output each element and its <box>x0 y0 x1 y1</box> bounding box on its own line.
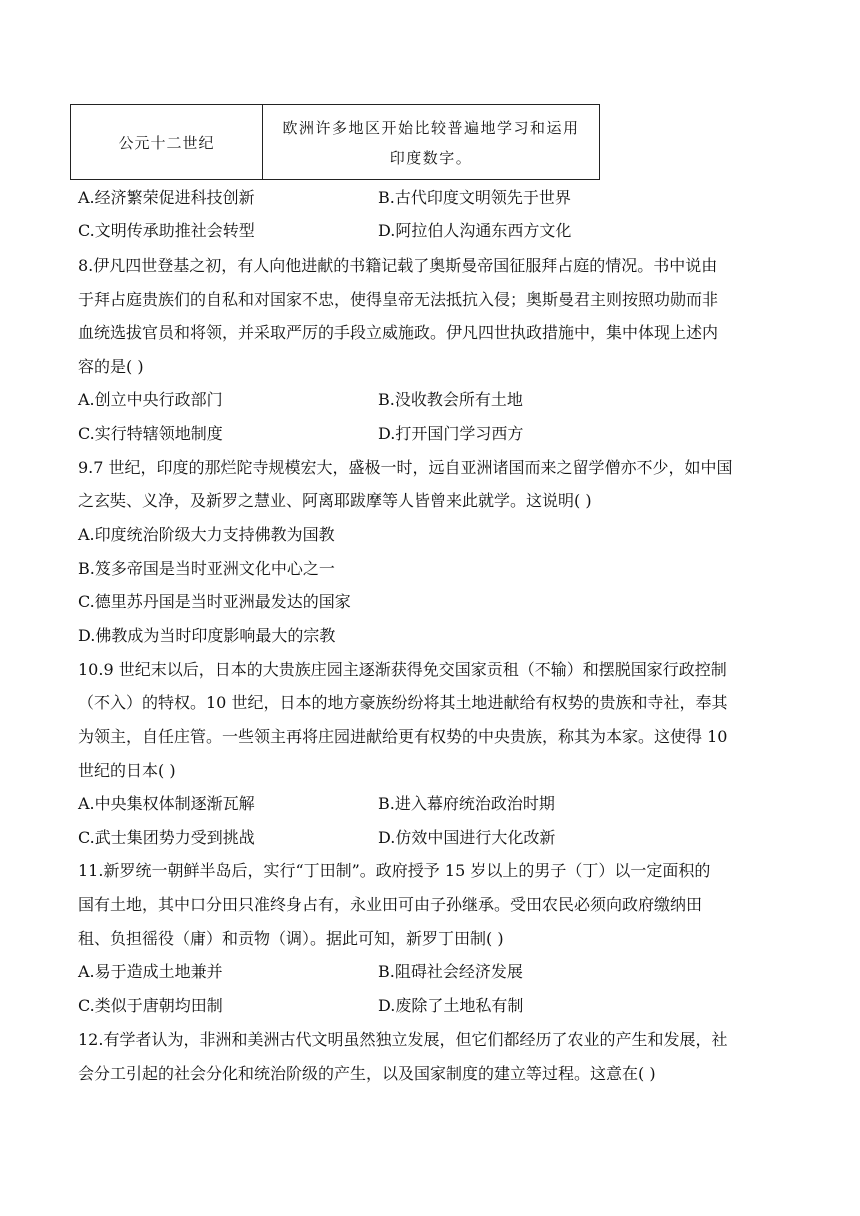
q10-stem-line: 世纪的日本( ) <box>78 761 176 780</box>
q8-stem-line: 8.伊凡四世登基之初，有人向他进献的书籍记载了奥斯曼帝国征服拜占庭的情况。书中说由 <box>78 256 718 275</box>
q7-option-d: D.阿拉伯人沟通东西方文化 <box>378 221 572 240</box>
q8-stem-line: 血统选拔官员和将领，并采取严厉的手段立威施政。伊凡四世执政措施中，集中体现上述内 <box>78 323 719 342</box>
q7-option-b: B.古代印度文明领先于世界 <box>378 188 571 207</box>
q9-stem-line: 之玄奘、义净，及新罗之慧业、阿离耶跋摩等人皆曾来此就学。这说明( ) <box>78 491 592 510</box>
table-period-cell: 公元十二世纪 <box>71 105 263 179</box>
q9-option-d: D.佛教成为当时印度影响最大的宗教 <box>78 626 336 645</box>
q11-stem-line: 国有土地，其中口分田只准终身占有，永业田可由子孙继承。受田农民必须向政府缴纳田 <box>78 895 703 914</box>
q7-option-c: C.文明传承助推社会转型 <box>78 221 255 240</box>
q10-stem-line: （不入）的特权。10 世纪，日本的地方豪族纷纷将其土地进献给有权势的贵族和寺社，奉其 <box>78 693 728 712</box>
q11-stem-line: 租、负担徭役（庸）和贡物（调）。据此可知，新罗丁田制( ) <box>78 929 504 948</box>
q10-stem-line: 10.9 世纪末以后，日本的大贵族庄园主逐渐获得免交国家贡租（不输）和摆脱国家行政控制 <box>78 660 727 679</box>
q8-option-b: B.没收教会所有土地 <box>378 390 523 409</box>
q12-stem-line: 会分工引起的社会分化和统治阶级的产生，以及国家制度的建立等过程。这意在( ) <box>78 1064 656 1083</box>
q8-stem-line: 于拜占庭贵族们的自私和对国家不忠，使得皇帝无法抵抗入侵；奥斯曼君主则按照功勋而非 <box>78 290 719 309</box>
q11-option-a: A.易于造成土地兼并 <box>78 962 223 981</box>
q11-option-c: C.类似于唐朝均田制 <box>78 996 223 1015</box>
table-description-cell <box>263 105 599 179</box>
info-table <box>70 104 600 180</box>
q11-option-d: D.废除了土地私有制 <box>378 996 524 1015</box>
q8-option-a: A.创立中央行政部门 <box>78 390 223 409</box>
q10-option-d: D.仿效中国进行大化改新 <box>378 828 556 847</box>
table-description-line: 欧洲许多地区开始比较普遍地学习和运用 <box>282 119 580 137</box>
q8-option-d: D.打开国门学习西方 <box>378 424 524 443</box>
q9-option-b: B.笈多帝国是当时亚洲文化中心之一 <box>78 559 335 578</box>
q10-stem-line: 为领主，自任庄管。一些领主再将庄园进献给更有权势的中央贵族，称其为本家。这使得 10 <box>78 727 728 746</box>
q11-stem-line: 11.新罗统一朝鲜半岛后，实行“丁田制”。政府授予 15 岁以上的男子（丁）以一定面积的 <box>78 861 711 880</box>
q10-option-a: A.中央集权体制逐渐瓦解 <box>78 794 255 813</box>
q8-option-c: C.实行特辖领地制度 <box>78 424 223 443</box>
q10-option-b: B.进入幕府统治政治时期 <box>378 794 555 813</box>
q8-stem-line: 容的是( ) <box>78 357 144 376</box>
q10-option-c: C.武士集团势力受到挑战 <box>78 828 255 847</box>
q9-option-c: C.德里苏丹国是当时亚洲最发达的国家 <box>78 592 351 611</box>
q9-option-a: A.印度统治阶级大力支持佛教为国教 <box>78 525 335 544</box>
q12-stem-line: 12.有学者认为，非洲和美洲古代文明虽然独立发展，但它们都经历了农业的产生和发展，社 <box>78 1030 728 1049</box>
table-description-line: 印度数字。 <box>389 149 473 167</box>
q9-stem-line: 9.7 世纪，印度的那烂陀寺规模宏大，盛极一时，远自亚洲诸国而来之留学僧亦不少，如中国 <box>78 458 733 477</box>
q7-option-a: A.经济繁荣促进科技创新 <box>78 188 255 207</box>
q11-option-b: B.阻碍社会经济发展 <box>378 962 523 981</box>
